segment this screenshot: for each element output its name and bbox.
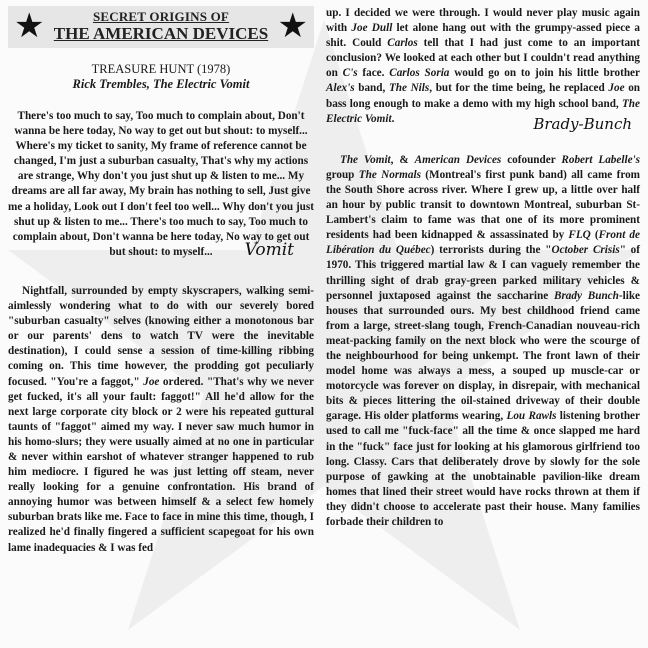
page-title	[48, 9, 274, 44]
right-column	[326, 6, 640, 530]
right-paragraph-2: The Vomit, & American Devices cofounder Robert Labelle's group The Normals (Montreal's first punk band) all came from the South Shore across river. Where I grew up, a little over half an hour by public transit to downtown Montreal, suburban St-Lambert's claim to fame was that one of its more prominent residents had been kidnapped & assassinated by FLQ (Front de Libération du Québec) terrorists during the "October Crisis" of 1970. This triggered martial law & I can vaguely remember the thrilling sight of drab gray-green parked military vehicles & personnel juxtaposed against the saccharine Brady Bunch-like houses that surrounded ours. My best childhood friend came from a large, street-slang tough, French-Canadian nouveau-rich meat-packing family on the next block who were the scourge of the neighbourhood for being unkempt. The front lawn of their model home was always a mess, a souped up muscle-car or motorcycle was forever on display, in disrepair, with mechanical bits & pieces littering the oil-stained driveway of their double garage. His older platforms wearing, Lou Rawls listening brother used to call me "fuck-face" all the time & once slapped me hard in the "fuck" face just for looking at his glamorous girlfriend too long. Classy. Cars that deliberately drove by slowly for the sole purpose of gawking at the unobtainable pavilion-like dream homes that lined their street would have rocks thrown at them if they didn't choose to accelerate past their house. Many families forbade their children to	[326, 153, 641, 528]
vomit-signature: Vomit	[244, 239, 294, 260]
title-box	[8, 6, 314, 48]
left-paragraph: Nightfall, surrounded by empty skyscrapers, walking semi-aimlessly wondering what to do with our severely bored "suburban casualty" selves (knowing either a monotonous bar or our parents' dens to watch TV were the inevitable destination), I could sense a session of time-killing ribbing coming on. This time however, the prodding got peculiarly focused. "You're a faggot," Joe ordered. "That's why we never get fucked, it's all your fault: faggot!" All he'd allow for the next large corporate city block or 2 were his repeated guttural taunts of "faggot" aimed my way. I never saw much humor in his homo-slurs; they were usually aimed at no one in particular & never within earshot of whatever stranger happened to rub him mediocre. I figured he was just letting off steam, never really looking for a genuine confrontation. His brand of annoying humor was between himself & a select few homely suburban brats like me. Face to face in mine this time, though, I realized he'd finally fingered a sufficient scapegoat for his own lame inadequacies & I was fed	[8, 284, 314, 554]
right-paragraph-1: up. I decided we were through. I would never play music again with Joe Dull let alone hang out with the grumpy-assed piece a shit. Could Carlos tell that I had just come to an important conclusion? We looked at each other but I couldn't read anything on C's face. Carlos Soria would go on to join his little brother Alex's band, The Nils, but for the time being, he replaced Joe on bass long enough to make a demo with my high school band, The Electric Vomit.	[326, 7, 641, 125]
left-column	[8, 6, 314, 556]
song-heading	[8, 62, 314, 92]
title-line-2: THE AMERICAN DEVICES	[53, 24, 269, 43]
star-icon: ★	[14, 8, 45, 45]
title-line-1: SECRET ORIGINS OF	[92, 9, 230, 24]
song-lyrics: There's too much to say, Too much to complain about, Don't wanna be here today, No way to get out but shout: to myself... Where's my ticket to sanity, My frame of reference cannot be changed, I'm just a suburban casualty, That's why my actions are strange, Why don't you just shut up & listen to me... My dreams are all far away, My brain has nothing to sell, Just give me a holiday, Look out I don't feel too well... Why don't you just shut up & listen to me... There's too much to say, Too much to complain about, Don't wanna be here today, No way to get out but shout: to myself...	[8, 110, 314, 258]
star-icon: ★	[277, 8, 308, 45]
song-credit: Rick Trembles, The Electric Vomit	[72, 77, 250, 91]
song-title: TREASURE HUNT (1978)	[91, 62, 231, 76]
brady-bunch-signature: Brady-Bunch	[533, 114, 632, 133]
